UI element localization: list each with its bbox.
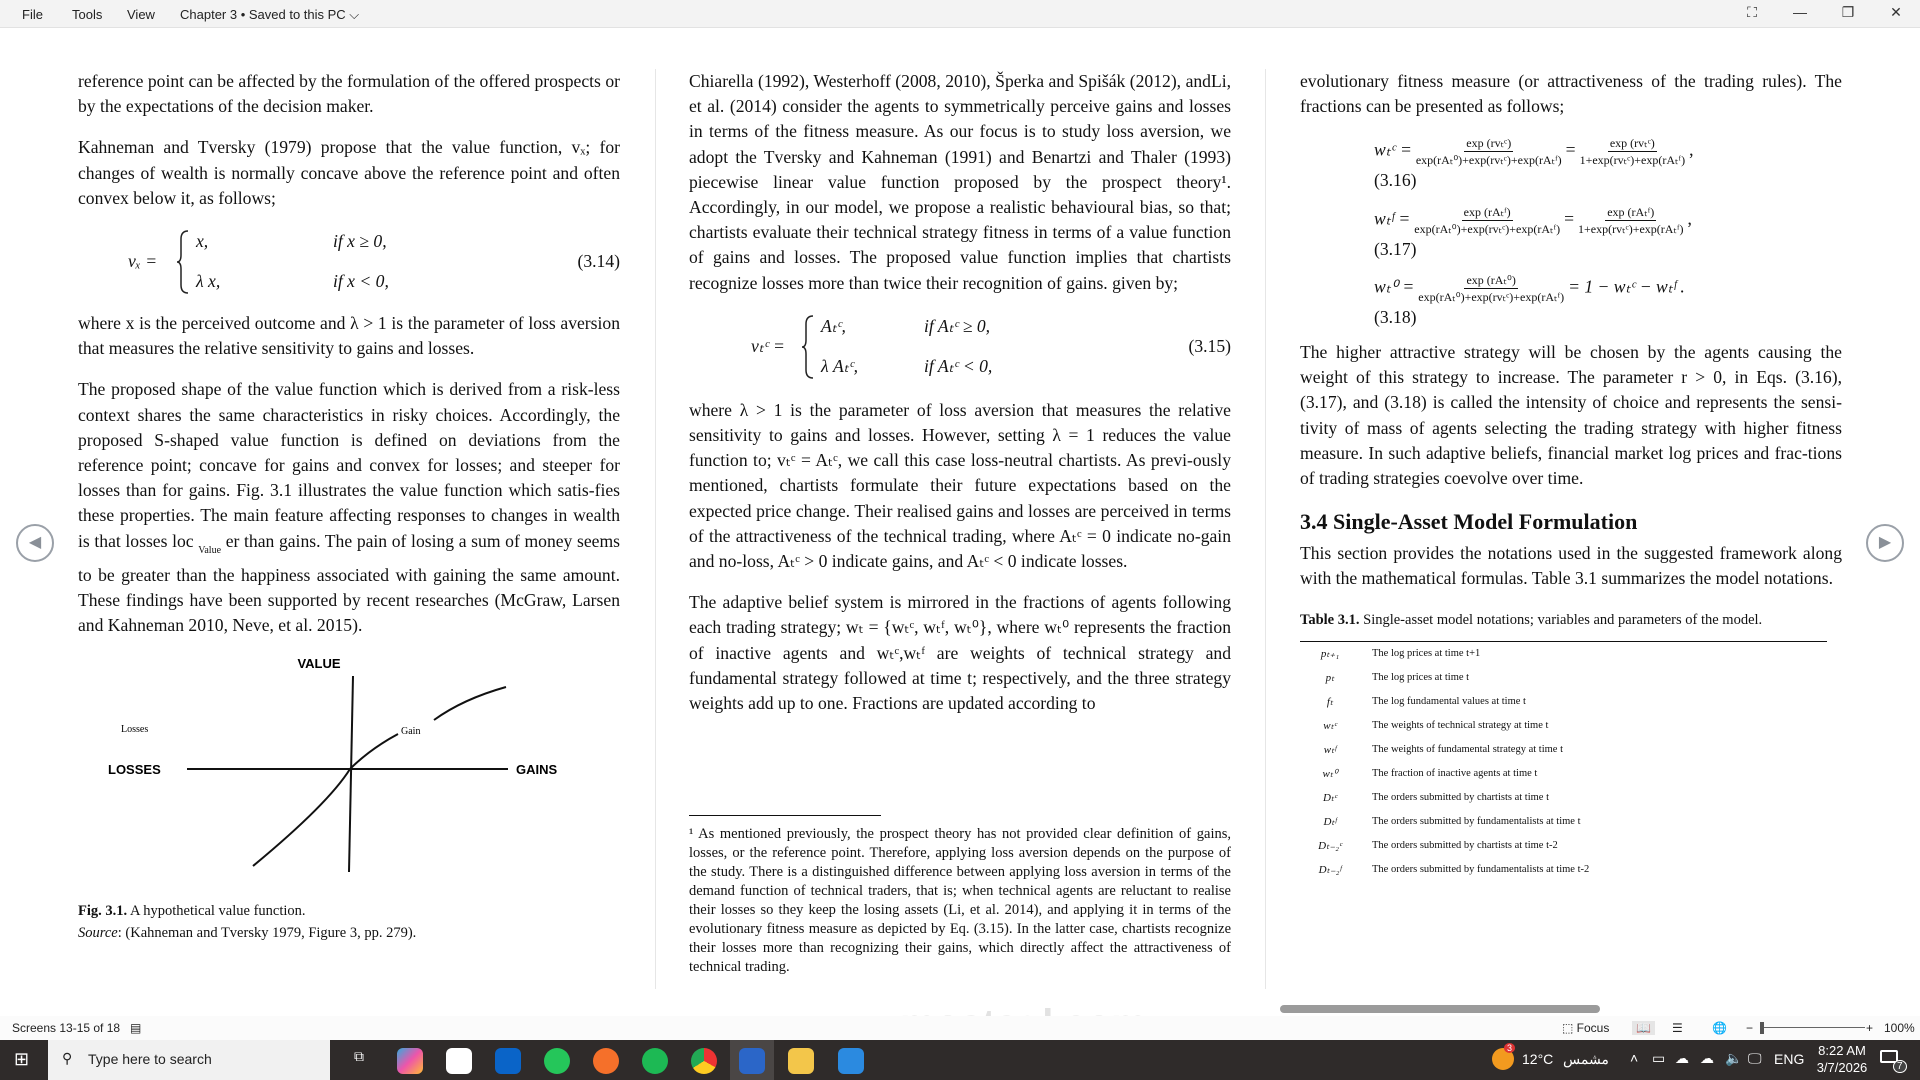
eq-case: x, [196, 231, 209, 252]
equation-number: (3.16) [1374, 170, 1417, 191]
symbol: Dₜᶠ [1323, 815, 1337, 828]
close-button[interactable]: ✕ [1890, 4, 1902, 20]
accessibility-icon[interactable]: ▤ [130, 1021, 142, 1035]
eq-lhs: vₜᶜ = [751, 335, 785, 356]
screen-column-1 [78, 69, 620, 944]
numerator: exp (rvₜᶜ) [1609, 136, 1655, 151]
screen-column-2 [689, 69, 1231, 975]
zoom-in-button[interactable]: + [1866, 1021, 1874, 1035]
description: The fraction of inactive agents at time t [1372, 767, 1538, 779]
description: The log fundamental values at time t [1372, 695, 1526, 707]
equation-3-16: wₜᶜ = $\frac{\text{exp (rvₜᶜ)}}{\text{exp(rAₜ⁰)+exp(rvₜᶜ)+exp(rAₜᶠ)}}$ = $\frac{\text{exp (rvₜᶜ)}}{\text{1+exp(rvₜᶜ)+exp(rAₜᶠ)}}$ , (3.16) [1300, 135, 1842, 193]
photos-icon[interactable] [838, 1048, 864, 1074]
focus-button[interactable]: ⬚ Focus [1562, 1021, 1610, 1035]
status-bar [0, 1016, 1920, 1040]
value-curve-losses [253, 734, 398, 866]
minimize-button[interactable]: — [1793, 4, 1807, 20]
numerator: exp (rAₜᶠ) [1607, 204, 1655, 219]
store-icon[interactable] [446, 1048, 472, 1074]
eq-lhs: wₜ⁰ = [1374, 276, 1415, 297]
value-function-figure [78, 654, 620, 894]
paragraph: The adaptive belief system is mirrored in the fractions of agents following each trading strategy; wₜ = {wₜᶜ, wₜᶠ, wₜ⁰}, where wₜ⁰ represents the fraction of inactive agents and wₜᶜ,wₜᶠ are weights of technical strategy and fundamental strategy followed at time t; respectively, and the three strategy weights add up to one. Fractions are updated according to [689, 592, 1231, 714]
symbol: Dₜ₋₂ᶜ [1318, 839, 1342, 852]
table-row [1300, 810, 1589, 834]
chrome-icon[interactable] [691, 1048, 717, 1074]
figure-caption [78, 900, 620, 922]
firefox-icon[interactable] [593, 1048, 619, 1074]
caption-text: Single-asset model notations; variables and parameters of the model. [1359, 611, 1763, 628]
description: The weights of fundamental strategy at time t [1372, 743, 1563, 755]
eq-case: Aₜᶜ, [821, 315, 846, 336]
column-divider [655, 69, 656, 989]
caption-label: Table 3.1. [1300, 611, 1360, 628]
word-taskbar-active[interactable] [730, 1040, 774, 1080]
axis-label-losses: LOSSES [108, 762, 161, 778]
paragraph: evolutionary fitness measure (or attractiveness of the trading rules). The fractions can be presented as follows; [1300, 71, 1842, 117]
search-icon: ⚲ [62, 1050, 73, 1066]
temperature: 12°C [1522, 1051, 1554, 1067]
weather-badge: 3 [1504, 1043, 1515, 1053]
equation-3-15 [689, 312, 1231, 384]
next-screen-button[interactable]: ▶ [1866, 524, 1904, 562]
whatsapp-icon[interactable] [544, 1048, 570, 1074]
restore-button[interactable]: ❐ [1841, 4, 1855, 20]
eq-case: λ x, [196, 271, 221, 292]
network-icon[interactable]: 🖵 [1748, 1050, 1762, 1066]
paragraph: reference point can be affected by the formulation of the offered prospects or by the expectations of the decision maker. [78, 71, 620, 117]
zoom-level[interactable]: 100% [1884, 1021, 1915, 1035]
language-indicator[interactable]: ENG [1774, 1051, 1805, 1067]
file-explorer-icon[interactable] [788, 1048, 814, 1074]
numerator: exp (rAₜ⁰) [1466, 272, 1516, 287]
eq-tail: , [1689, 139, 1694, 160]
screen-column-3 [1300, 69, 1842, 882]
eq-cond: if Aₜᶜ ≥ 0, [924, 315, 991, 336]
paragraph: The higher attractive strategy will be chosen by the agents causing the weight of this strategy to increase. The parameter r > 0, in Eqs. (3.16), (3.17), and (3.18) is called the intensity of choice and represents the sensi-tivity of mass of agents selecting the trading strategy with higher fitness measure. In such adaptive beliefs, financial market log prices and frac-tions of trading strategies coevolve over time. [1300, 342, 1842, 489]
section-heading: 3.4 Single-Asset Model Formulation [1300, 509, 1638, 535]
symbol: pₜ [1325, 671, 1335, 684]
description: The log prices at time t+1 [1372, 647, 1481, 659]
table-row [1300, 834, 1589, 858]
description: The orders submitted by chartists at time t-2 [1372, 839, 1558, 851]
zoom-out-button[interactable]: − [1746, 1021, 1754, 1035]
clock-date[interactable]: 3/7/2026 [1816, 1060, 1868, 1075]
eq-cond: if Aₜᶜ < 0, [924, 355, 993, 376]
paragraph: where λ > 1 is the parameter of loss aversion that measures the relative sensitivity to gains and losses. However, setting λ = 1 reduces the value function to; vₜᶜ = Aₜᶜ, we call this case loss-neutral chartists. As previ-ously mentioned, chartists formulate their future expectations based on the expected price change. Their realised gains and losses are perceived in terms of the attractiveness of the technical trading, where Aₜᶜ = 0 indicate no-gain and no-loss, Aₜᶜ > 0 indicate gains, and Aₜᶜ < 0 indicate losses. [689, 399, 1231, 572]
footnote: ¹ As mentioned previously, the prospect theory has not provided clear definition of gains, losses, or the reference point. Therefore, applying loss aversion depends on the purpose of the study. There is a distinguished difference between applying loss aversion in terms of the demand function of technical traders, that is; when technical agents are reluctant to realise their losses so they keep the losing assets (Li, et al. 2014), and applying it in terms of the evolutionary fitness measure as depicted by Eq. (3.15). In the latter case, chartists recognize their losses more than recognizing their gains, which directly affect the attractiveness of technical trading. [689, 826, 1231, 975]
description: The log prices at time t [1372, 671, 1470, 683]
table-row [1300, 762, 1589, 786]
equation-number: (3.18) [1374, 306, 1417, 327]
paragraph: This section provides the notations used in the suggested framework along with the mathematical formulas. Table 3.1 summarizes the model notations. [1300, 543, 1842, 589]
table-row [1300, 714, 1589, 738]
copilot-icon[interactable] [397, 1048, 423, 1074]
symbol: Dₜ₋₂ᶠ [1318, 863, 1342, 876]
symbol: pₜ₊₁ [1320, 647, 1340, 660]
notation-table [1300, 642, 1589, 882]
eq-lhs: vₓ = [128, 251, 158, 272]
horizontal-scrollbar[interactable] [1280, 1005, 1600, 1013]
weather-condition: مشمس [1563, 1051, 1609, 1067]
document-title[interactable]: Chapter 3 • Saved to this PC ⌵ [180, 7, 360, 22]
denominator: exp(rAₜ⁰)+exp(rvₜᶜ)+exp(rAₜᶠ) [1418, 289, 1565, 304]
label-gain: Gain [401, 726, 421, 738]
value-curve-gains [434, 687, 506, 720]
description: The orders submitted by fundamentalists at time t [1372, 815, 1581, 827]
description: The weights of technical strategy at time t [1372, 719, 1549, 731]
equation-3-17: wₜᶠ = $\frac{\text{exp (rAₜᶠ)}}{\text{exp(rAₜ⁰)+exp(rvₜᶜ)+exp(rAₜᶠ)}}$ = $\frac{\text{exp (rAₜᶠ)}}{\text{1+exp(rvₜᶜ)+exp(rAₜᶠ)}}$ , (3.17) [1300, 204, 1842, 262]
numerator: exp (rAₜᶠ) [1463, 204, 1511, 219]
brace [801, 314, 815, 380]
denominator: 1+exp(rvₜᶜ)+exp(rAₜᶠ) [1579, 153, 1686, 168]
brace [176, 229, 190, 295]
web-layout-icon[interactable]: 🌐 [1712, 1021, 1727, 1035]
outlook-icon[interactable] [495, 1048, 521, 1074]
denominator: exp(rAₜ⁰)+exp(rvₜᶜ)+exp(rAₜᶠ) [1414, 221, 1561, 236]
menu-tools[interactable]: Tools [72, 7, 103, 22]
table-row [1300, 642, 1589, 666]
source-label: Source [78, 925, 118, 942]
word-icon [739, 1048, 765, 1074]
figure-label-overlay: Value [198, 544, 222, 556]
table-row [1300, 690, 1589, 714]
description: The orders submitted by fundamentalists at time t-2 [1372, 863, 1590, 875]
symbol: Dₜᶜ [1322, 791, 1338, 804]
equation-number: (3.14) [577, 251, 620, 272]
eq-case: λ Aₜᶜ, [821, 355, 858, 376]
eq-rhs: = 1 − wₜᶜ − wₜᶠ . [1568, 276, 1685, 297]
equation-number: (3.17) [1374, 238, 1417, 259]
y-axis [349, 676, 353, 872]
equation-3-18 [1300, 272, 1842, 330]
zoom-slider[interactable] [1760, 1027, 1865, 1028]
eq-lhs: wₜᶜ = [1374, 139, 1412, 160]
axis-label-value: VALUE [297, 656, 341, 672]
symbol: wₜ⁰ [1322, 767, 1338, 780]
label-losses: Losses [121, 724, 149, 736]
symbol: wₜᶜ [1323, 719, 1337, 732]
taskbar [0, 1040, 1920, 1080]
windows-start-icon[interactable]: ⊞ [14, 1049, 30, 1069]
source-text: : (Kahneman and Tversky 1979, Figure 3, pp. 279). [117, 925, 417, 942]
eq-cond: if x ≥ 0, [333, 231, 387, 252]
caption-label: Fig. 3.1. [78, 903, 128, 920]
print-layout-icon[interactable]: ☰ [1672, 1021, 1683, 1035]
menu-view[interactable]: View [127, 7, 155, 22]
search-placeholder: Type here to search [88, 1051, 212, 1067]
table-row [1300, 738, 1589, 762]
figure-source [78, 922, 620, 944]
volume-icon[interactable]: 🔈 [1725, 1050, 1743, 1066]
axis-label-gains: GAINS [516, 762, 558, 778]
symbol: fₜ [1326, 695, 1334, 708]
fullscreen-icon[interactable]: ⛶ [1747, 4, 1757, 20]
table-caption [1300, 608, 1842, 633]
numerator: exp (rvₜᶜ) [1466, 136, 1512, 151]
denominator: exp(rAₜ⁰)+exp(rvₜᶜ)+exp(rAₜᶠ) [1415, 153, 1562, 168]
column-divider [1265, 69, 1266, 989]
read-mode-icon[interactable]: 📖 [1632, 1021, 1655, 1035]
notification-count: 7 [1893, 1060, 1907, 1073]
screen-count: Screens 13-15 of 18 [12, 1021, 121, 1035]
description: The orders submitted by chartists at time t [1372, 791, 1550, 803]
focus-label: Focus [1576, 1021, 1610, 1035]
onedrive-warning-icon[interactable]: ☁ [1700, 1050, 1714, 1066]
previous-screen-button[interactable]: ◀ [16, 524, 54, 562]
document-view [0, 29, 1920, 1004]
caption-text: A hypothetical value function. [127, 903, 306, 920]
table-row [1300, 858, 1589, 882]
eq-cond: if x < 0, [333, 271, 389, 292]
zoom-slider-thumb[interactable] [1760, 1022, 1764, 1034]
denominator: 1+exp(rvₜᶜ)+exp(rAₜᶠ) [1578, 221, 1684, 236]
equation-number: (3.15) [1188, 335, 1231, 356]
menu-file[interactable]: File [22, 7, 43, 22]
tray-chevron-icon[interactable]: ˄ [1630, 1050, 1639, 1066]
eq-lhs: wₜᶠ = [1374, 208, 1411, 229]
paragraph: where x is the perceived outcome and λ > 1 is the parameter of loss aversion that measures the relative sensitivity to gains and losses. [78, 313, 620, 359]
search-box[interactable] [48, 1040, 330, 1080]
paragraph: Kahneman and Tversky (1979) propose that the value function, vₓ; for changes of wealth is normally concave above the reference point and often convex below it, as follows; [78, 137, 620, 208]
symbol: wₜᶠ [1323, 743, 1337, 756]
title-bar [0, 0, 1920, 28]
text: The proposed shape of the value function which is derived from a risk-less context shares the same characteristics in risky choices. Accordingly, the proposed S-shaped value function is defined on deviations from the reference point; concave for gains and convex for losses; and steeper for losses than for gains. Fig. 3.1 illustrates the value function which satis-fies these properties. The main feature affecting responses to changes in wealth is that losses loc [78, 379, 620, 551]
paragraph [78, 377, 620, 638]
text: er than gains. The pain of losing a sum of money seems to be greater than the happiness associated with gaining the same amount. These findings have been supported by recent researches (McGraw, Larsen and Kahneman 2010, Neve, et al. 2015). [78, 530, 620, 636]
equation-3-14 [78, 227, 620, 297]
paragraph: Chiarella (1992), Westerhoff (2008, 2010), Šperka and Spišák (2012), andLi, et al. (2014) consider the agents to symmetrically perceive gains and losses in terms of the fitness measure. As our focus is to study loss aversion, we adopt the Tversky and Kahneman (1991) and Benartzi and Thaler (1993) piecewise linear value function proposed by the prospect theory¹. Accordingly, in our model, we propose a realistic behavioural bias, so that; chartists evaluate their technical strategy fitness in terms of a value function of gains and losses. The proposed value function implies that chartists recognize losses more than twice their recognition of gains. given by; [689, 71, 1231, 293]
eq-tail: , [1687, 208, 1692, 229]
spotify-icon[interactable] [642, 1048, 668, 1074]
task-view-icon[interactable]: ⧉ [354, 1048, 364, 1064]
footnote-separator [689, 815, 881, 816]
table-row [1300, 666, 1589, 690]
meet-icon[interactable]: ▭ [1652, 1050, 1666, 1066]
clock-time[interactable]: 8:22 AM [1818, 1043, 1866, 1058]
table-row [1300, 786, 1589, 810]
cloud-off-icon[interactable]: ☁ [1675, 1050, 1689, 1066]
